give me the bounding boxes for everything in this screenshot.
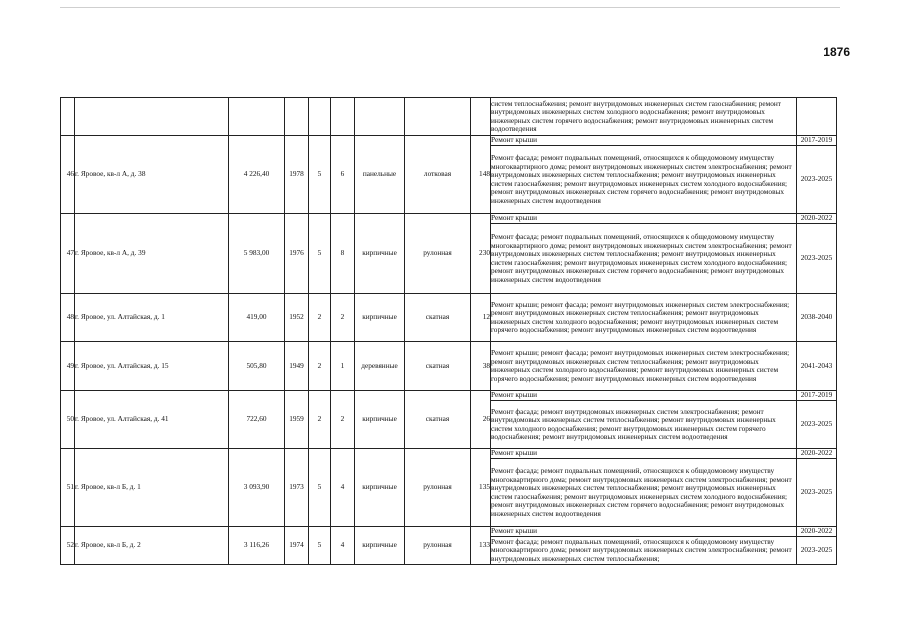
repair-period: 2023-2025 xyxy=(797,401,837,449)
area: 722,60 xyxy=(229,391,285,449)
repair-period: 2041-2043 xyxy=(797,342,837,391)
row-number: 47 xyxy=(61,214,75,294)
area: 4 226,40 xyxy=(229,136,285,214)
entrances: 4 xyxy=(331,449,355,527)
build-year: 1959 xyxy=(285,391,309,449)
area: 3 116,26 xyxy=(229,527,285,565)
wall-material: деревянные xyxy=(355,342,405,391)
roof-type: рулонная xyxy=(405,527,471,565)
page-number: 1876 xyxy=(823,45,850,59)
entrances: 6 xyxy=(331,136,355,214)
roof-type: скатная xyxy=(405,294,471,342)
wall-material: кирпичные xyxy=(355,214,405,294)
wall-material: кирпичные xyxy=(355,294,405,342)
area: 419,00 xyxy=(229,294,285,342)
wall-material: кирпичные xyxy=(355,527,405,565)
table-row xyxy=(61,294,837,342)
repair-period: 2017-2019 xyxy=(797,136,837,146)
roof-type: лотковая xyxy=(405,136,471,214)
repair-period: 2023-2025 xyxy=(797,537,837,565)
area: 3 093,90 xyxy=(229,449,285,527)
wall-material: кирпичные xyxy=(355,391,405,449)
work-description: Ремонт крыши; ремонт фасада; ремонт внутридомовых инженерных систем электроснабжения; ремонт внутридомовых инженерных систем теплоснабжения; ремонт внутридомовых инженерных систем холодного водоснабжения; ремонт внутридомовых инженерных систем горячего водоснабжения; ремонт внутридомовых инженерных систем водоотведения xyxy=(491,342,797,391)
table-row xyxy=(61,214,837,224)
repair-period: 2020-2022 xyxy=(797,214,837,224)
entrances: 4 xyxy=(331,527,355,565)
entrances: 1 xyxy=(331,342,355,391)
table-row xyxy=(61,391,837,401)
address: г. Яровое, ул. Алтайская, д. 15 xyxy=(75,342,229,391)
row-number: 46 xyxy=(61,136,75,214)
residents-count: 26 xyxy=(471,391,491,449)
floors: 2 xyxy=(309,391,331,449)
floors: 2 xyxy=(309,342,331,391)
work-description: систем теплоснабжения; ремонт внутридомовых инженерных систем газоснабжения; ремонт внутридомовых инженерных систем холодного водоснабжения; ремонт внутридомовых инженерных систем горячего водоснабжения; ремонт внутридомовых инженерных систем водоотведения xyxy=(491,98,797,136)
floors: 5 xyxy=(309,527,331,565)
repair-period: 2020-2022 xyxy=(797,527,837,537)
work-description: Ремонт крыши xyxy=(491,214,797,224)
repair-period: 2017-2019 xyxy=(797,391,837,401)
wall-material: кирпичные xyxy=(355,449,405,527)
build-year: 1973 xyxy=(285,449,309,527)
table-row xyxy=(61,342,837,391)
roof-type: рулонная xyxy=(405,449,471,527)
build-year: 1976 xyxy=(285,214,309,294)
row-number: 52 xyxy=(61,527,75,565)
repair-period: 2023-2025 xyxy=(797,224,837,294)
residents-count: 133 xyxy=(471,527,491,565)
address: г. Яровое, кв-л А, д. 38 xyxy=(75,136,229,214)
repair-period: 2020-2022 xyxy=(797,449,837,459)
area: 505,80 xyxy=(229,342,285,391)
row-number: 49 xyxy=(61,342,75,391)
floors: 2 xyxy=(309,294,331,342)
address: г. Яровое, кв-л А, д. 39 xyxy=(75,214,229,294)
build-year: 1949 xyxy=(285,342,309,391)
row-number: 50 xyxy=(61,391,75,449)
work-description: Ремонт фасада; ремонт подвальных помещений, относящихся к общедомовому имуществу многоквартирного дома; ремонт внутридомовых инженерных систем электроснабжения; ремонт внутридомовых инженерных систем теплоснабжения; ремонт внутридомовых инженерных систем газоснабжения; ремонт внутридомовых инженерных систем холодного водоснабжения; ремонт внутридомовых инженерных систем горячего водоснабжения; ремонт внутридомовых инженерных систем водоотведения xyxy=(491,224,797,294)
work-description: Ремонт крыши xyxy=(491,449,797,459)
row-number: 48 xyxy=(61,294,75,342)
repair-period: 2023-2025 xyxy=(797,146,837,214)
entrances: 8 xyxy=(331,214,355,294)
address: г. Яровое, ул. Алтайская, д. 41 xyxy=(75,391,229,449)
work-description: Ремонт крыши; ремонт фасада; ремонт внутридомовых инженерных систем электроснабжения; ремонт внутридомовых инженерных систем теплоснабжения; ремонт внутридомовых инженерных систем холодного водоснабжения; ремонт внутридомовых инженерных систем горячего водоснабжения; ремонт внутридомовых инженерных систем водоотведения xyxy=(491,294,797,342)
address: г. Яровое, кв-л Б, д. 2 xyxy=(75,527,229,565)
continuation-row xyxy=(61,98,837,136)
work-description: Ремонт фасада; ремонт подвальных помещений, относящихся к общедомовому имуществу многоквартирного дома; ремонт внутридомовых инженерных систем электроснабжения; ремонт внутридомовых инженерных систем теплоснабжения; ремонт внутридомовых инженерных систем газоснабжения; ремонт внутридомовых инженерных систем холодного водоснабжения; ремонт внутридомовых инженерных систем горячего водоснабжения; ремонт внутридомовых инженерных систем водоотведения xyxy=(491,146,797,214)
work-description: Ремонт крыши xyxy=(491,136,797,146)
floors: 5 xyxy=(309,449,331,527)
residents-count: 38 xyxy=(471,342,491,391)
build-year: 1974 xyxy=(285,527,309,565)
residents-count: 135 xyxy=(471,449,491,527)
work-description: Ремонт крыши xyxy=(491,527,797,537)
table-row xyxy=(61,136,837,146)
residents-count: 230 xyxy=(471,214,491,294)
entrances: 2 xyxy=(331,294,355,342)
work-description: Ремонт крыши xyxy=(491,391,797,401)
repair-period: 2023-2025 xyxy=(797,459,837,527)
roof-type: скатная xyxy=(405,391,471,449)
work-description: Ремонт фасада; ремонт внутридомовых инженерных систем электроснабжения; ремонт внутридомовых инженерных систем теплоснабжения; ремонт внутридомовых инженерных систем холодного водоснабжения; ремонт внутридомовых инженерных систем горячего водоснабжения; ремонт внутридомовых инженерных систем водоотведения xyxy=(491,401,797,449)
table-row xyxy=(61,527,837,537)
entrances: 2 xyxy=(331,391,355,449)
table-row xyxy=(61,449,837,459)
residents-count: 12 xyxy=(471,294,491,342)
roof-type: скатная xyxy=(405,342,471,391)
floors: 5 xyxy=(309,136,331,214)
wall-material: панельные xyxy=(355,136,405,214)
build-year: 1952 xyxy=(285,294,309,342)
scan-noise xyxy=(60,7,840,8)
address: г. Яровое, кв-л Б, д. 1 xyxy=(75,449,229,527)
build-year: 1978 xyxy=(285,136,309,214)
address: г. Яровое, ул. Алтайская, д. 1 xyxy=(75,294,229,342)
repair-schedule-table xyxy=(60,97,837,565)
area: 5 983,00 xyxy=(229,214,285,294)
work-description: Ремонт фасада; ремонт подвальных помещений, относящихся к общедомовому имуществу многоквартирного дома; ремонт внутридомовых инженерных систем электроснабжения; ремонт внутридомовых инженерных систем теплоснабжения; xyxy=(491,537,797,565)
work-description: Ремонт фасада; ремонт подвальных помещений, относящихся к общедомовому имуществу многоквартирного дома; ремонт внутридомовых инженерных систем электроснабжения; ремонт внутридомовых инженерных систем теплоснабжения; ремонт внутридомовых инженерных систем газоснабжения; ремонт внутридомовых инженерных систем холодного водоснабжения; ремонт внутридомовых инженерных систем горячего водоснабжения; ремонт внутридомовых инженерных систем водоотведения xyxy=(491,459,797,527)
floors: 5 xyxy=(309,214,331,294)
row-number: 51 xyxy=(61,449,75,527)
residents-count: 148 xyxy=(471,136,491,214)
repair-period: 2038-2040 xyxy=(797,294,837,342)
roof-type: рулонная xyxy=(405,214,471,294)
